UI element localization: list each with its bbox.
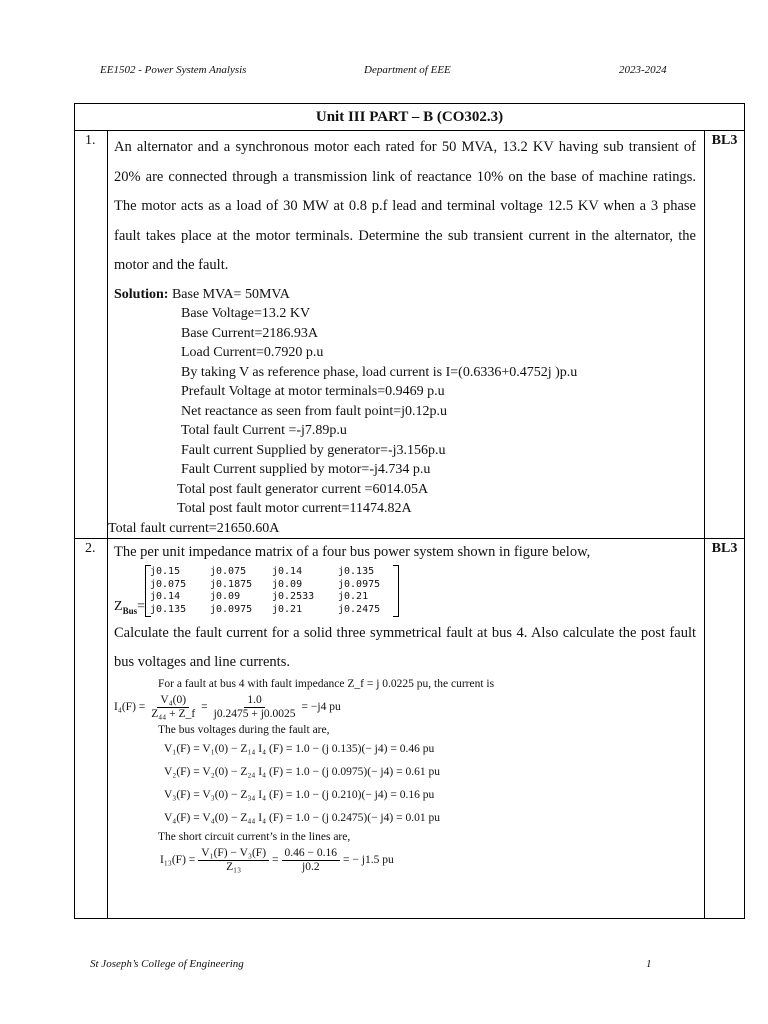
matrix-cell: j0.135 — [149, 603, 187, 615]
matrix-cell: j0.135 — [337, 566, 375, 577]
question-row-2 — [75, 539, 745, 919]
solution-line: Net reactance as seen from fault point=j0.12p.u — [181, 403, 448, 419]
bus-voltage-equation: V₁(F) = V₁(0) − Z₁₄ I₄ (F) = 1.0 − (j 0.135)(− j4) = 0.46 pu — [164, 743, 435, 755]
question-table — [74, 103, 745, 919]
bloom-level: BL3 — [705, 131, 745, 539]
figure-line: For a fault at bus 4 with fault impedance Z_f = j 0.0225 pu, the current is — [158, 678, 495, 690]
solution-line: Total fault Current =-j7.89p.u — [181, 423, 347, 438]
matrix-cell: j0.075 — [209, 566, 247, 577]
header-course: EE1502 - Power System Analysis — [100, 64, 247, 76]
matrix-cell: j0.15 — [149, 566, 181, 577]
solution-line: Base Voltage=13.2 KV — [181, 306, 311, 321]
solution-label: Solution: — [114, 286, 169, 302]
matrix-cell: j0.21 — [337, 591, 369, 602]
question-body — [108, 131, 705, 539]
solution-line: Fault Current supplied by motor=-j4.734 p.u — [181, 462, 431, 477]
impedance-matrix — [114, 565, 704, 617]
matrix-grid — [145, 565, 399, 617]
header-year: 2023-2024 — [619, 64, 667, 76]
solution-line: Total post fault generator current =6014.05A — [177, 481, 429, 497]
page-number: 1 — [646, 958, 652, 970]
bus-voltage-equation: V₂(F) = V₂(0) − Z₂₄ I₄ (F) = 1.0 − (j 0.0975)(− j4) = 0.61 pu — [164, 766, 440, 778]
matrix-cell: j0.09 — [209, 591, 241, 602]
line-current-equation: I₁₃(F) = $\frac{\text{V₁(F) − V₃(F)}}{\text{Z₁₃}}$ = $\frac{0.46 - 0.16}{j0.2}$ = − j1.5 pu — [160, 847, 394, 873]
solution-line: Prefault Voltage at motor terminals=0.9469 p.u — [181, 384, 445, 399]
matrix-cell: j0.09 — [271, 578, 303, 590]
matrix-cell: j0.0975 — [337, 578, 381, 590]
fault-current-equation: I₄(F) = $\frac{\text{V₄(0)}}{\text{Z₄₄ + Z\_f}}$ = $\frac{1.0}{j0.2475 + j0.0025}$ = −j4 pu — [114, 694, 341, 720]
matrix-cell: j0.1875 — [209, 578, 253, 590]
question-body — [108, 539, 705, 919]
solution-line: Base Current=2186.93A — [181, 325, 318, 341]
question-text: The per unit impedance matrix of a four bus power system shown in figure below, — [114, 544, 591, 560]
question-number: 1. — [75, 131, 108, 539]
matrix-cell: j0.14 — [149, 591, 181, 602]
matrix-cell: j0.0975 — [209, 603, 253, 615]
bloom-level: BL3 — [705, 539, 745, 919]
unit-title: Unit III PART – B (CO302.3) — [75, 104, 745, 131]
solution-block — [108, 285, 704, 539]
question-row-1 — [75, 131, 745, 539]
zbus-label: $Z_{Bus}=$ — [114, 599, 145, 616]
footer-college: St Joseph’s College of Engineering — [90, 958, 244, 970]
question-text: Calculate the fault current for a solid three symmetrical fault at bus 4. Also calculate the post fault bus voltages and line currents. — [114, 625, 696, 670]
question-text: An alternator and a synchronous motor each rated for 50 MVA, 13.2 KV having sub transient of 20% are connected through a transmission link of reactance 10% on the base of machine ratings. The motor acts as a load of 30 MW at 0.8 p.f lead and terminal voltage 12.5 KV when a 3 phase fault takes place at the motor terminals. Determine the sub transient current in the alternator, the motor and the fault. — [114, 139, 696, 273]
bus-voltage-equation: V₃(F) = V₃(0) − Z₃₄ I₄ (F) = 1.0 − (j 0.210)(− j4) = 0.16 pu — [164, 789, 435, 801]
header-department: Department of EEE — [364, 64, 451, 76]
solution-line: Total post fault motor current=11474.82A — [177, 501, 412, 516]
solution-line: Base MVA= 50MVA — [171, 286, 290, 302]
solution-line: By taking V as reference phase, load current is I=(0.6336+0.4752j )p.u — [181, 364, 578, 380]
solution-line: Fault current Supplied by generator=-j3.156p.u — [181, 442, 446, 458]
figure-line: The short circuit current’s in the lines are, — [158, 831, 351, 843]
matrix-cell: j0.14 — [271, 566, 303, 577]
solution-line: Load Current=0.7920 p.u — [181, 345, 324, 360]
matrix-cell: j0.2533 — [271, 591, 315, 602]
matrix-cell: j0.21 — [271, 603, 303, 615]
matrix-cell: j0.075 — [149, 578, 187, 590]
solution-figure — [108, 677, 704, 874]
question-number: 2. — [75, 539, 108, 919]
bus-voltage-equation: V₄(F) = V₄(0) − Z₄₄ I₄ (F) = 1.0 − (j 0.2475)(− j4) = 0.01 pu — [164, 812, 440, 824]
figure-line: The bus voltages during the fault are, — [158, 724, 330, 736]
solution-line: Total fault current=21650.60A — [108, 520, 280, 536]
matrix-cell: j0.2475 — [337, 603, 381, 615]
